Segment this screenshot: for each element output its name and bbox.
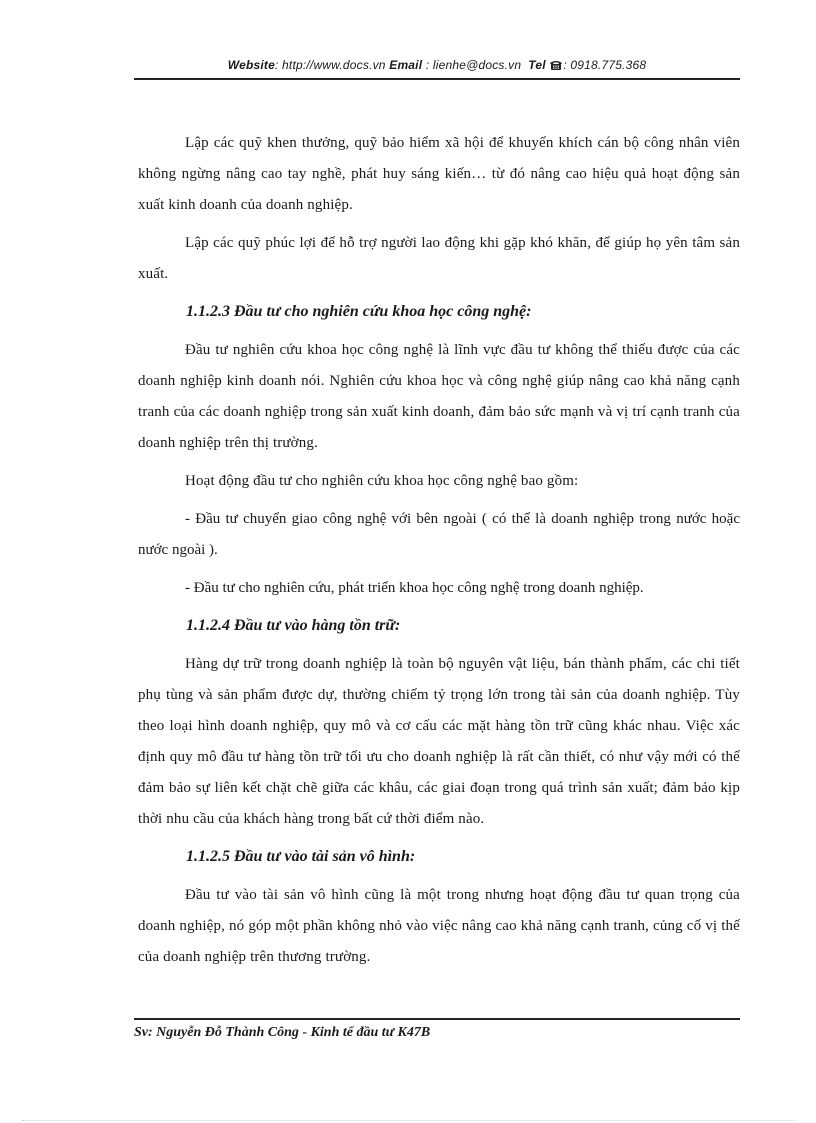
page-header [134,56,740,80]
phone-icon [550,60,562,70]
paragraph-welfare-funds: Lập các quỹ phúc lợi để hỗ trợ người lao động khi gặp khó khăn, để giúp họ yên tâm sản xuất. [138,235,740,282]
bullet-internal-rnd: - Đầu tư cho nghiên cứu, phát triển khoa học công nghệ trong doanh nghiệp. [185,580,644,596]
paragraph-reward-funds: Lập các quỹ khen thưởng, quỹ bảo hiểm xã hội để khuyến khích cán bộ công nhân viên không ngừng nâng cao tay nghề, phát huy sáng kiến… từ đó nâng cao hiệu quả hoạt động sản xuất kinh doanh của doanh nghiệp. [138,135,740,213]
section-heading-1124: 1.1.2.4 Đầu tư vào hàng tồn trữ: [186,617,401,634]
tel-label: Tel [528,58,546,72]
tel-value: : 0918.775.368 [563,58,647,72]
email-label: Email [389,58,423,72]
section-heading-1125: 1.1.2.5 Đầu tư vào tài sản vô hình: [186,848,416,865]
website-value: : http://www.docs.vn [274,58,386,72]
document-body [138,128,740,980]
page-bottom-divider [22,1120,794,1121]
website-label: Website [227,58,275,72]
paragraph-rnd-investment: Đầu tư nghiên cứu khoa học công nghệ là lĩnh vực đầu tư không thể thiếu được của các doanh nghiệp kinh doanh nói. Nghiên cứu khoa học và công nghệ giúp nâng cao khả năng cạnh tranh của các doanh nghiệp trong sản xuất kinh doanh, đảm bảo sức mạnh và vị trí cạnh tranh của doanh nghiệp trên thị trường. [138,342,740,451]
paragraph-inventory-investment: Hàng dự trữ trong doanh nghiệp là toàn bộ nguyên vật liệu, bán thành phẩm, các chi tiết phụ tùng và sản phẩm được dự, thường chiếm tỷ trọng lớn trong tài sản của doanh nghiệp. Tùy theo loại hình doanh nghiệp, quy mô và cơ cấu các mặt hàng tồn trữ cũng khác nhau. Việc xác định quy mô đầu tư hàng tồn trữ tối ưu cho doanh nghiệp là rất cần thiết, có như vậy mới có thể đảm bảo sự liên kết chặt chẽ giữa các khâu, các giai đoạn trong quá trình sản xuất; đảm bảo kịp thời nhu cầu của khách hàng trong bất cứ thời điểm nào. [138,656,740,827]
footer-author: Sv: Nguyễn Đỗ Thành Công - Kinh tế đầu tư K47B [134,1025,431,1040]
paragraph-rnd-activities: Hoạt động đầu tư cho nghiên cứu khoa học công nghệ bao gồm: [185,473,579,489]
email-value: : lienhe@docs.vn [422,58,522,72]
page-footer [134,1018,740,1043]
section-heading-1123: 1.1.2.3 Đầu tư cho nghiên cứu khoa học công nghệ: [186,303,532,320]
bullet-technology-transfer: - Đầu tư chuyển giao công nghệ với bên ngoài ( có thể là doanh nghiệp trong nước hoặc nước ngoài ). [138,511,740,558]
paragraph-intangible-assets: Đầu tư vào tài sản vô hình cũng là một trong nhưng hoạt động đầu tư quan trọng của doanh nghiệp, nó góp một phần không nhỏ vào việc nâng cao khả năng cạnh tranh, củng cố vị thế của doanh nghiệp trên thương trường. [138,887,740,965]
